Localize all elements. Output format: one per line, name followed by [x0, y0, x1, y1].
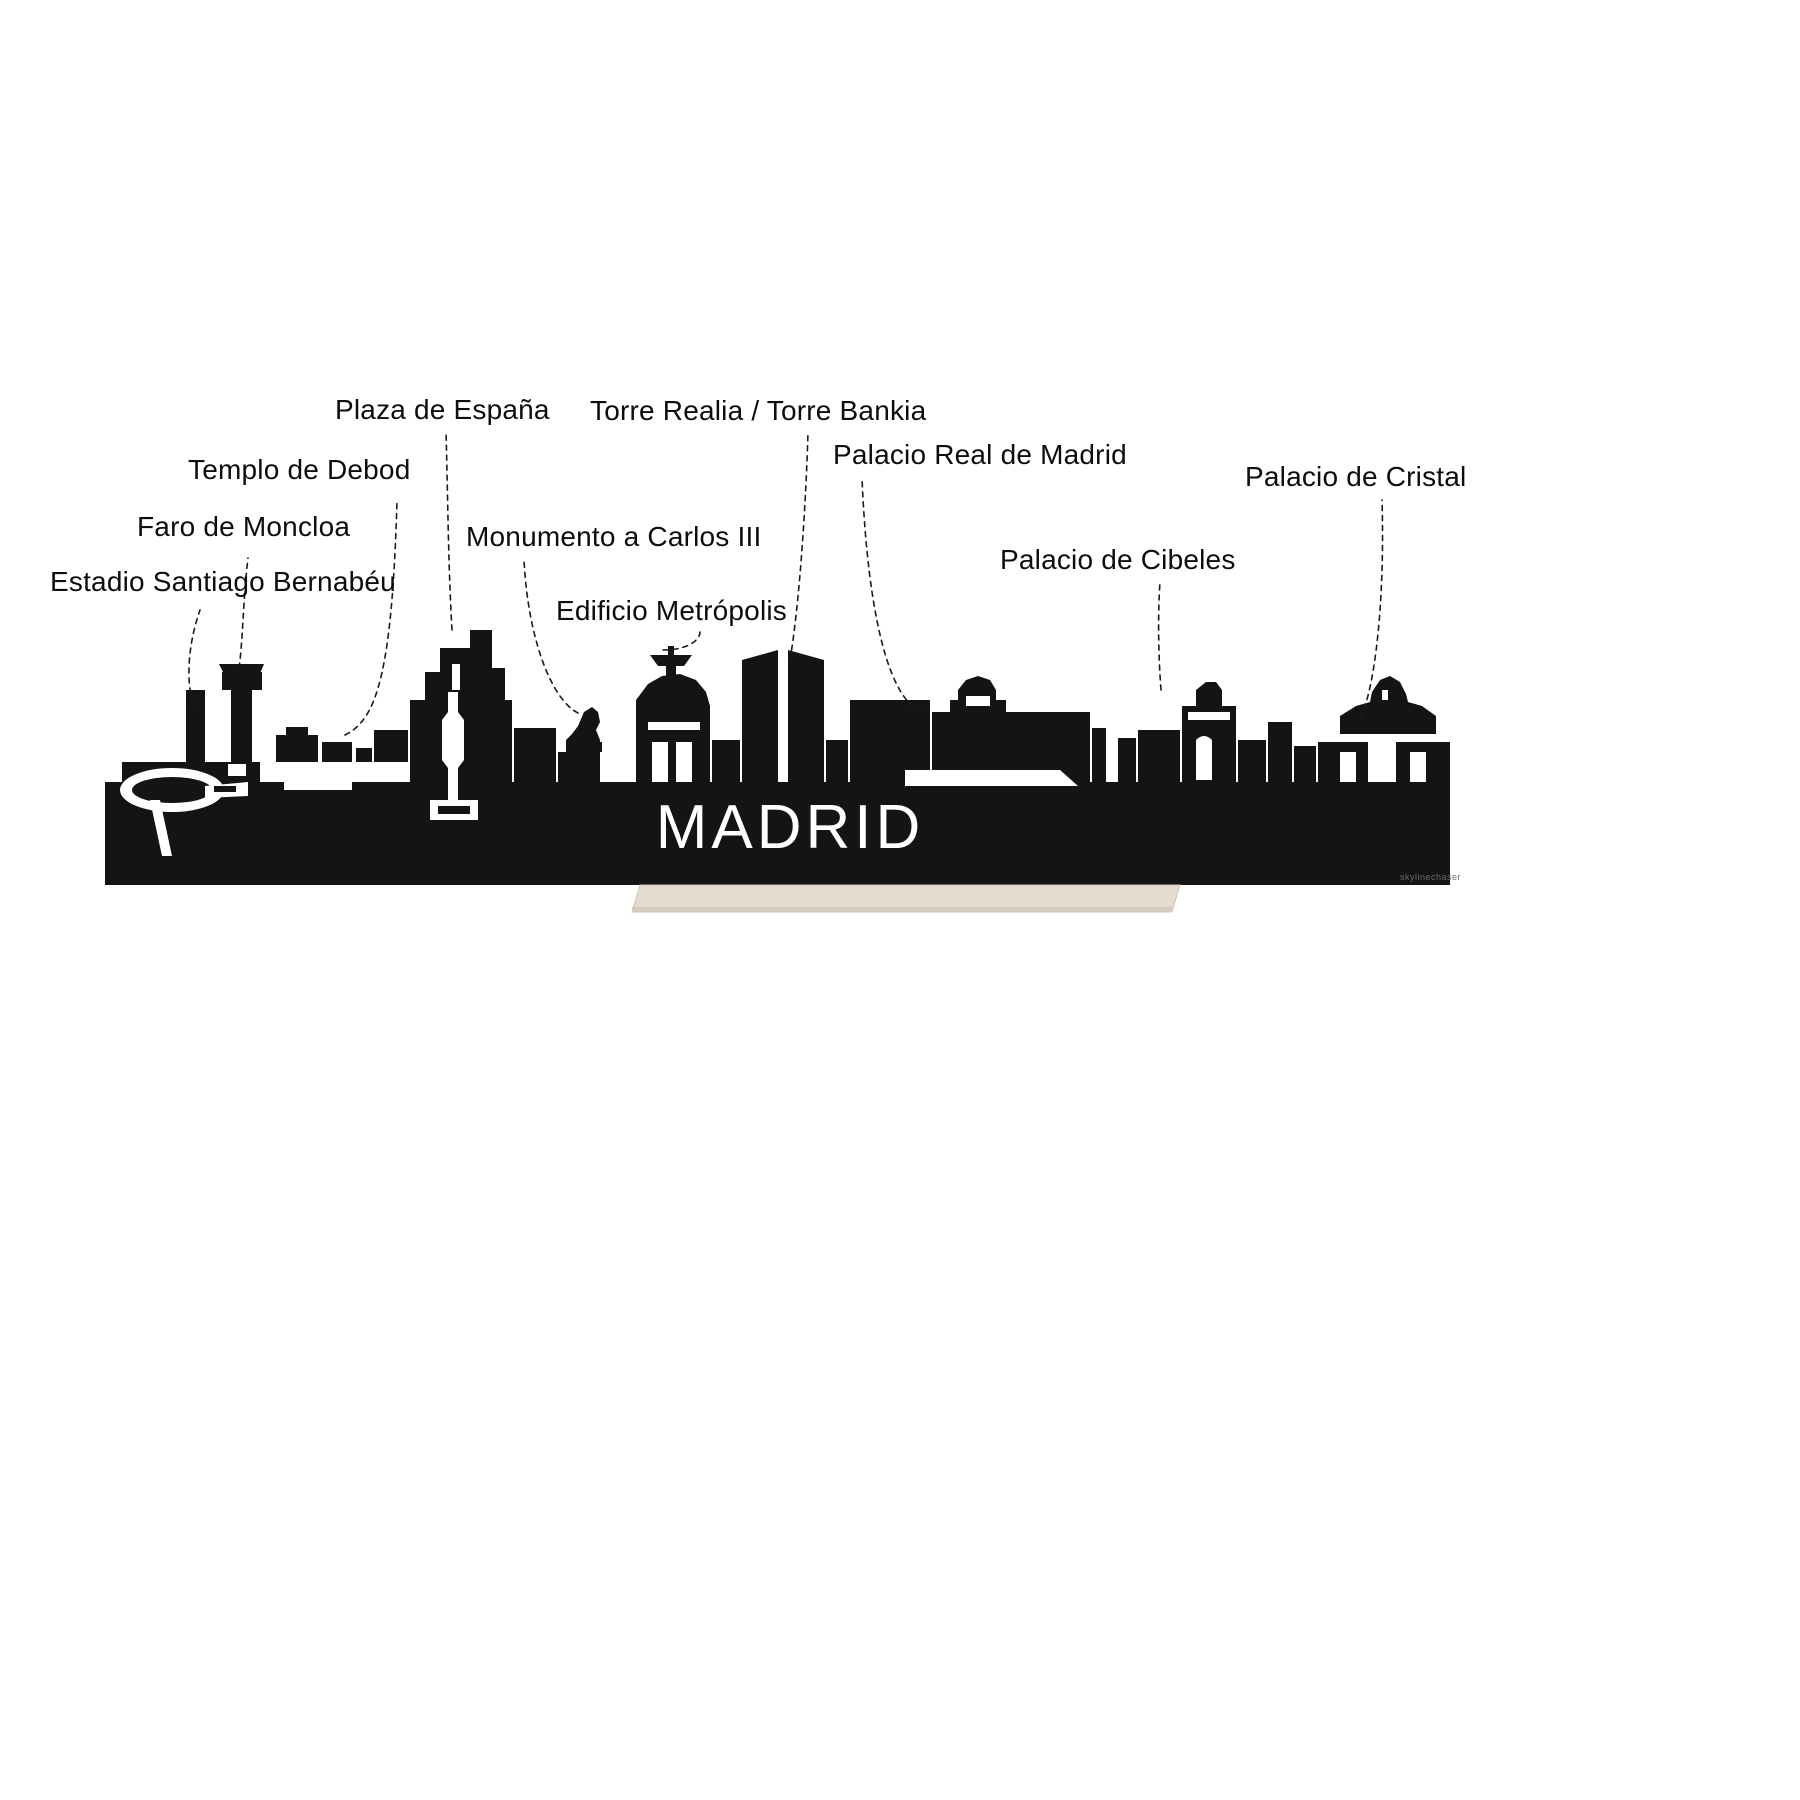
watermark-text: skylinechaser — [1400, 872, 1462, 882]
leader-line — [524, 560, 578, 713]
leader-line — [1159, 582, 1161, 690]
madrid-wordmark: MADRID — [655, 793, 925, 862]
annotation-label-palacio-de-cibeles: Palacio de Cibeles — [1000, 544, 1236, 575]
annotation-label-edificio-metropolis: Edificio Metrópolis — [556, 595, 787, 626]
annotation-label-faro-de-moncloa: Faro de Moncloa — [137, 511, 351, 542]
annotation-label-palacio-real-de-madrid: Palacio Real de Madrid — [833, 439, 1127, 470]
leader-line — [790, 432, 808, 660]
annotation-label-monumento-a-carlos-iii: Monumento a Carlos III — [466, 521, 762, 552]
annotation-label-torre-realia-torre-bankia: Torre Realia / Torre Bankia — [590, 395, 927, 426]
leader-line — [862, 478, 922, 712]
annotation-label-templo-de-debod: Templo de Debod — [188, 454, 411, 485]
annotation-label-estadio-santiago-bernabeu: Estadio Santiago Bernabéu — [50, 566, 396, 597]
annotation-label-palacio-de-cristal: Palacio de Cristal — [1245, 461, 1467, 492]
annotation-label-plaza-de-espana: Plaza de España — [335, 394, 550, 425]
display-base — [632, 885, 1180, 912]
leader-line — [446, 432, 452, 630]
leader-line — [345, 500, 397, 735]
